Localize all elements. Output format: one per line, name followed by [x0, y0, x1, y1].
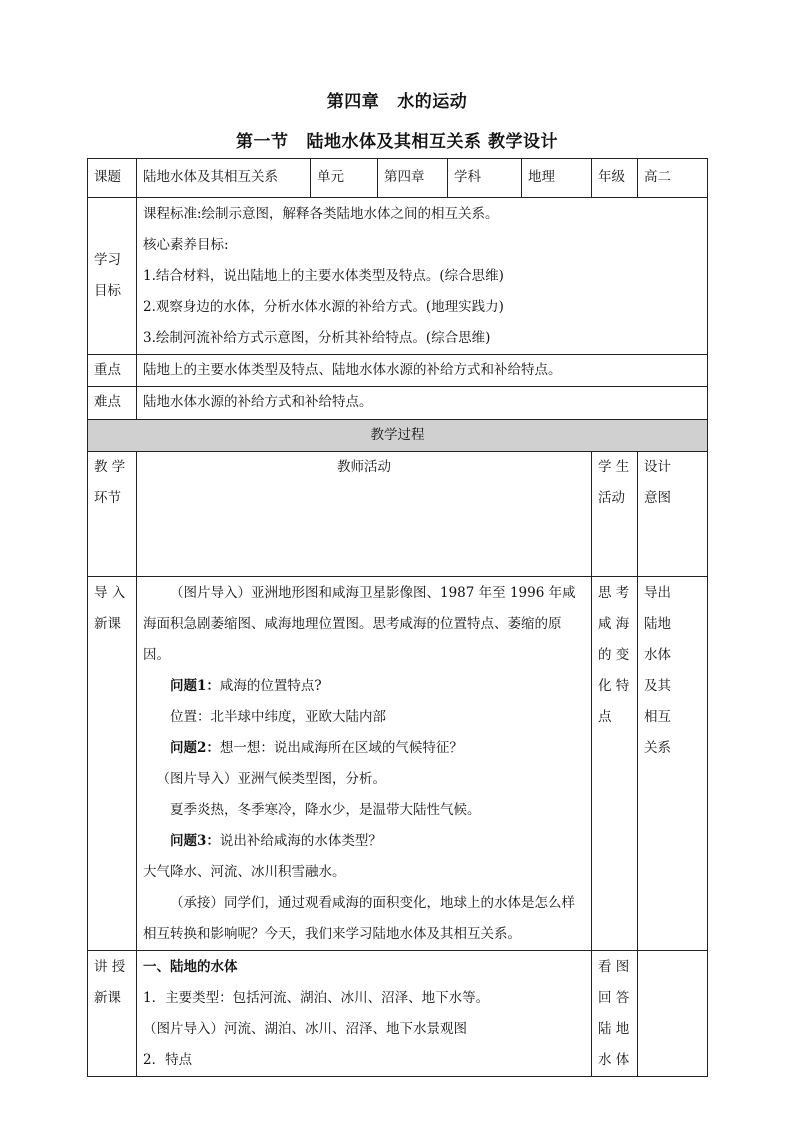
design-intent-line: 及其	[644, 678, 671, 694]
design-intent-line: 相互	[644, 709, 671, 725]
key-text: 陆地上的主要水体类型及特点、陆地水体水源的补给方式和补给特点。	[137, 355, 708, 387]
intro-stage-line: 新课	[94, 616, 121, 632]
intro-row	[88, 577, 708, 951]
unit-value: 第四章	[378, 159, 448, 198]
section-name: 陆地水体及其相互关系 教学设计	[306, 132, 558, 152]
grade-label: 年级	[592, 159, 638, 198]
teacher-activity-header: 教师活动	[137, 452, 592, 577]
difficult-points-row	[88, 387, 708, 420]
lecture-stage-line: 讲 授	[94, 959, 126, 975]
section-number: 第一节	[236, 132, 289, 152]
student-activity-line: 水 体	[598, 1052, 630, 1068]
student-activity-line: 化 特	[598, 678, 630, 694]
stage-header	[88, 452, 137, 577]
design-header-line: 意图	[644, 490, 671, 506]
student-activity-line: 回 答	[598, 990, 630, 1006]
intro-student-activity	[592, 577, 638, 951]
difficult-label: 难点	[88, 387, 137, 420]
stage-header-line: 环节	[94, 490, 121, 506]
design-intent-line: 导出	[644, 585, 671, 601]
student-activity-line: 咸 海	[598, 616, 630, 632]
goals-label	[88, 198, 137, 355]
goal-line: 2.观察身边的水体，分析水体水源的补给方式。(地理实践力)	[143, 299, 504, 315]
lecture-heading: 一、陆地的水体	[143, 959, 238, 975]
student-activity-line: 点	[598, 709, 612, 725]
student-activity-line: 思 考	[598, 585, 630, 601]
unit-label: 单元	[311, 159, 378, 198]
lecture-teacher-activity	[137, 951, 592, 1077]
process-header-row	[88, 420, 708, 452]
student-activity-line: 看 图	[598, 959, 630, 975]
section-title	[0, 127, 794, 152]
design-intent-line: 陆地	[644, 616, 671, 632]
question-label: 问题1：	[170, 678, 220, 694]
chapter-number: 第四章	[326, 92, 380, 112]
goal-line: 3.绘制河流补给方式示意图，分析其补给特点。(综合思维)	[143, 330, 491, 346]
design-intent-line: 关系	[644, 740, 671, 756]
question-text: 咸海的位置特点?	[219, 678, 322, 694]
intro-stage-line: 导 入	[94, 585, 126, 601]
lecture-student-activity	[592, 951, 638, 1077]
key-points-row	[88, 355, 708, 387]
intro-paragraph: （图片导入）亚洲地形图和咸海卫星影像图、1987 年至 1996 年咸海面积急剧萎缩图、咸海地理位置图。思考咸海的位置特点、萎缩的原因。	[143, 585, 576, 663]
lesson-plan-table	[87, 158, 708, 1077]
answer-text: 夏季炎热，冬季寒冷，降水少，是温带大陆性气候。	[170, 802, 481, 818]
chapter-name: 水的运动	[397, 92, 468, 112]
design-header-line: 设计	[644, 459, 671, 475]
info-row	[88, 159, 708, 198]
topic-value: 陆地水体及其相互关系	[137, 159, 311, 198]
goals-row	[88, 198, 708, 355]
question-label: 问题3：	[170, 833, 220, 849]
goal-line: 课程标准:绘制示意图，解释各类陆地水体之间的相互关系。	[143, 206, 499, 222]
difficult-text: 陆地水体水源的补给方式和补给特点。	[137, 387, 708, 420]
intro-design-intent	[638, 577, 708, 951]
process-title: 教学过程	[88, 420, 708, 452]
student-activity-line: 陆 地	[598, 1021, 630, 1037]
topic-label: 课题	[88, 159, 137, 198]
lecture-line: 2．特点	[143, 1052, 193, 1068]
goal-line: 1.结合材料，说出陆地上的主要水体类型及特点。(综合思维)	[143, 268, 504, 284]
subject-value: 地理	[522, 159, 592, 198]
lecture-line: 1．主要类型：包括河流、湖泊、冰川、沼泽、地下水等。	[143, 990, 490, 1006]
stage-header-line: 教 学	[94, 459, 126, 475]
goal-line: 核心素养目标:	[143, 237, 229, 253]
chapter-title	[0, 87, 794, 112]
student-header-line: 学 生	[598, 459, 630, 475]
goals-content	[137, 198, 708, 355]
intro-stage	[88, 577, 137, 951]
lecture-row	[88, 951, 708, 1077]
goals-label-line: 目标	[94, 283, 121, 299]
intro-paragraph: （图片导入）亚洲气候类型图，分析。	[156, 771, 386, 787]
grade-value: 高二	[638, 159, 708, 198]
question-text: 说出补给咸海的水体类型？	[219, 833, 382, 849]
student-activity-line: 的 变	[598, 647, 630, 663]
goals-label-line: 学习	[94, 252, 121, 268]
answer-text: 位置：北半球中纬度，亚欧大陆内部	[170, 709, 386, 725]
student-header-line: 活动	[598, 490, 625, 506]
answer-text: 大气降水、河流、冰川积雪融水。	[143, 864, 346, 880]
intro-teacher-activity	[137, 577, 592, 951]
lecture-design-intent	[638, 951, 708, 1077]
design-intent-header	[638, 452, 708, 577]
lecture-line: （图片导入）河流、湖泊、冰川、沼泽、地下水景观图	[143, 1021, 467, 1037]
subject-label: 学科	[448, 159, 522, 198]
question-label: 问题2：	[170, 740, 220, 756]
lecture-stage	[88, 951, 137, 1077]
intro-paragraph: （承接）同学们，通过观看咸海的面积变化，地球上的水体是怎么样相互转换和影响呢？今天，我们来学习陆地水体及其相互关系。	[143, 895, 575, 942]
design-intent-line: 水体	[644, 647, 671, 663]
key-label: 重点	[88, 355, 137, 387]
question-text: 想一想：说出咸海所在区域的气候特征？	[219, 740, 463, 756]
column-header-row	[88, 452, 708, 577]
student-activity-header	[592, 452, 638, 577]
lecture-stage-line: 新课	[94, 990, 121, 1006]
